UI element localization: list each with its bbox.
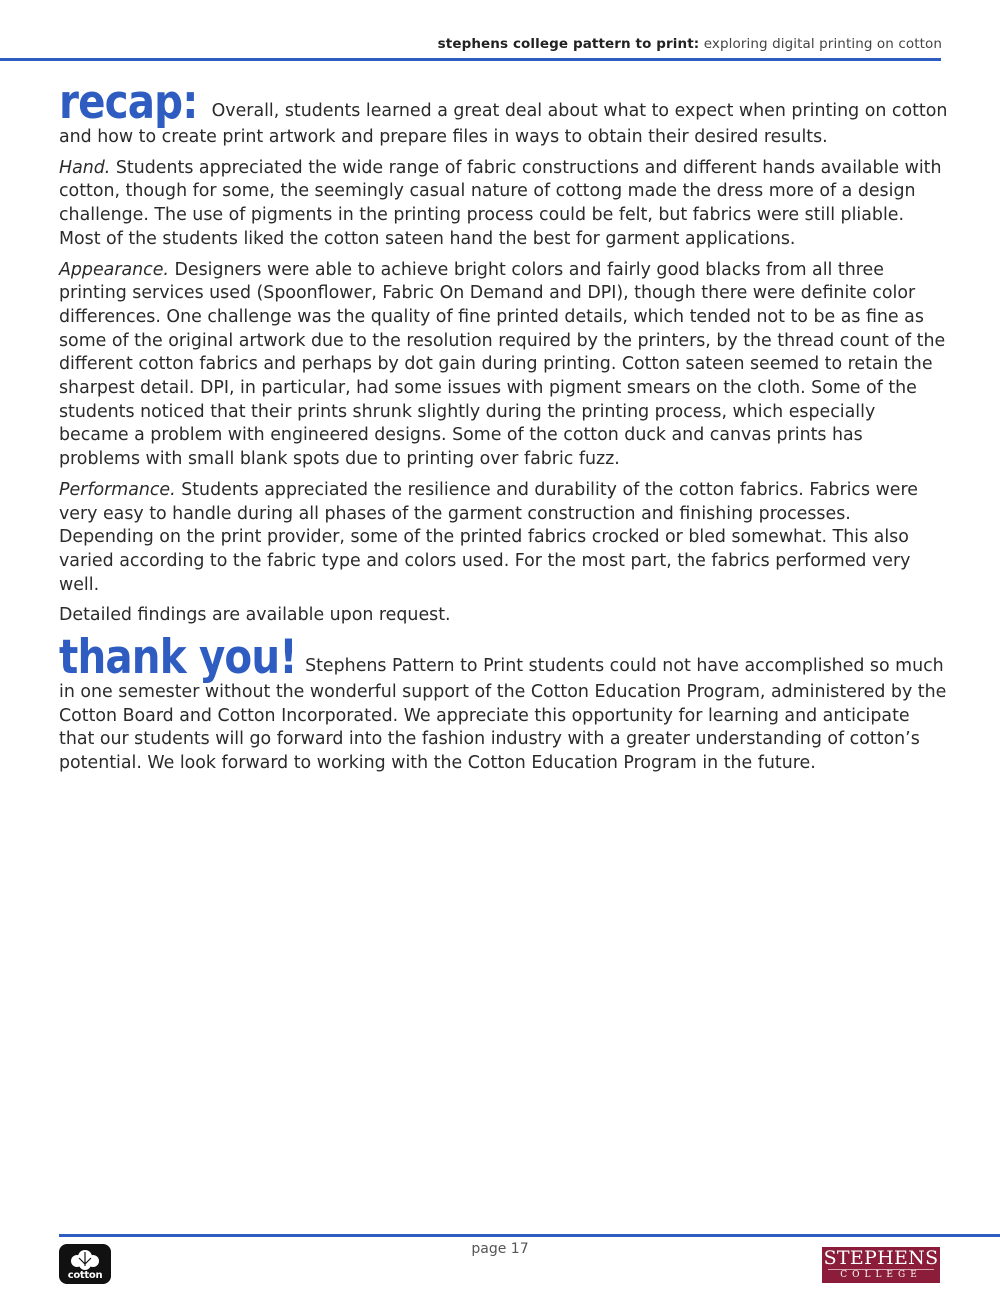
hand-paragraph: [59, 157, 949, 252]
running-header: [438, 36, 942, 52]
performance-text: Students appreciated the resilience and durability of the cotton fabrics. Fabrics were very easy to handle during all phases of the garment construction and finishing processes. Depending on the print provider, some of the printed fabrics crocked or bled somewhat. This also varied according to the fabric type and colors used. For the most part, the fabrics performed very well.: [59, 479, 918, 595]
stephens-logo-top: STEPHENS: [823, 1247, 939, 1269]
hand-text: Students appreciated the wide range of fabric constructions and different hands available with cotton, though for some, the seemingly casual nature of cottong made the dress more of a design challenge. The use of pigments in the printing process could be felt, but fabrics were still pliable. Most of the students liked the cotton sateen hand the best for garment applications.: [59, 157, 942, 249]
thanks-text: Stephens Pattern to Print students could not have accomplished so much in one semester without the wonderful support of the Cotton Education Program, administered by the Cotton Board and Cotton Incorporated. We appreciate this opportunity for learning and anticipate that our students will go forward into the fashion industry with a greater understanding of cotton’s potential. We look forward to working with the Cotton Education Program in the future.: [59, 656, 947, 774]
appearance-label: Appearance.: [59, 259, 169, 280]
header-title-bold: stephens college pattern to print:: [437, 36, 700, 52]
thanks-heading: thank you!: [59, 630, 297, 686]
stephens-college-logo: [822, 1247, 940, 1283]
cotton-logo: [59, 1244, 111, 1284]
stephens-logo-bottom: COLLEGE: [828, 1269, 934, 1281]
page-number: page 17: [471, 1241, 529, 1257]
findings-paragraph: Detailed findings are available upon request.: [59, 605, 451, 626]
recap-intro-text: Overall, students learned a great deal about what to expect when printing on cotton and how to create print artwork and prepare files in ways to obtain their desired results.: [59, 101, 948, 147]
thanks-paragraph: [59, 630, 949, 776]
hand-label: Hand.: [59, 157, 111, 178]
performance-label: Performance.: [59, 479, 176, 500]
header-rule: [0, 58, 941, 61]
cotton-logo-text: cotton: [67, 1270, 103, 1281]
page-content: [59, 75, 949, 783]
appearance-text: Designers were able to achieve bright colors and fairly good blacks from all three printing services used (Spoonflower, Fabric On Demand and DPI), though there were definite color differences. One challenge was the quality of fine printed details, which tended not to be as fine as some of the original artwork due to the resolution required by the printers, by the thread count of the different cotton fabrics and perhaps by dot gain during printing. Cotton sateen seemed to retain the sharpest detail. DPI, in particular, had some issues with pigment smears on the cloth. Some of the students noticed that their prints shrunk slightly during the printing process, which especially became a problem with engineered designs. Some of the cotton duck and canvas prints has problems with small blank spots due to printing over fabric fuzz.: [59, 259, 946, 470]
performance-paragraph: [59, 479, 949, 598]
appearance-paragraph: [59, 259, 949, 472]
recap-heading: recap:: [59, 75, 198, 130]
recap-intro-paragraph: [59, 75, 949, 150]
footer-rule: [59, 1234, 1000, 1237]
header-title-rest: exploring digital printing on cotton: [703, 36, 942, 52]
